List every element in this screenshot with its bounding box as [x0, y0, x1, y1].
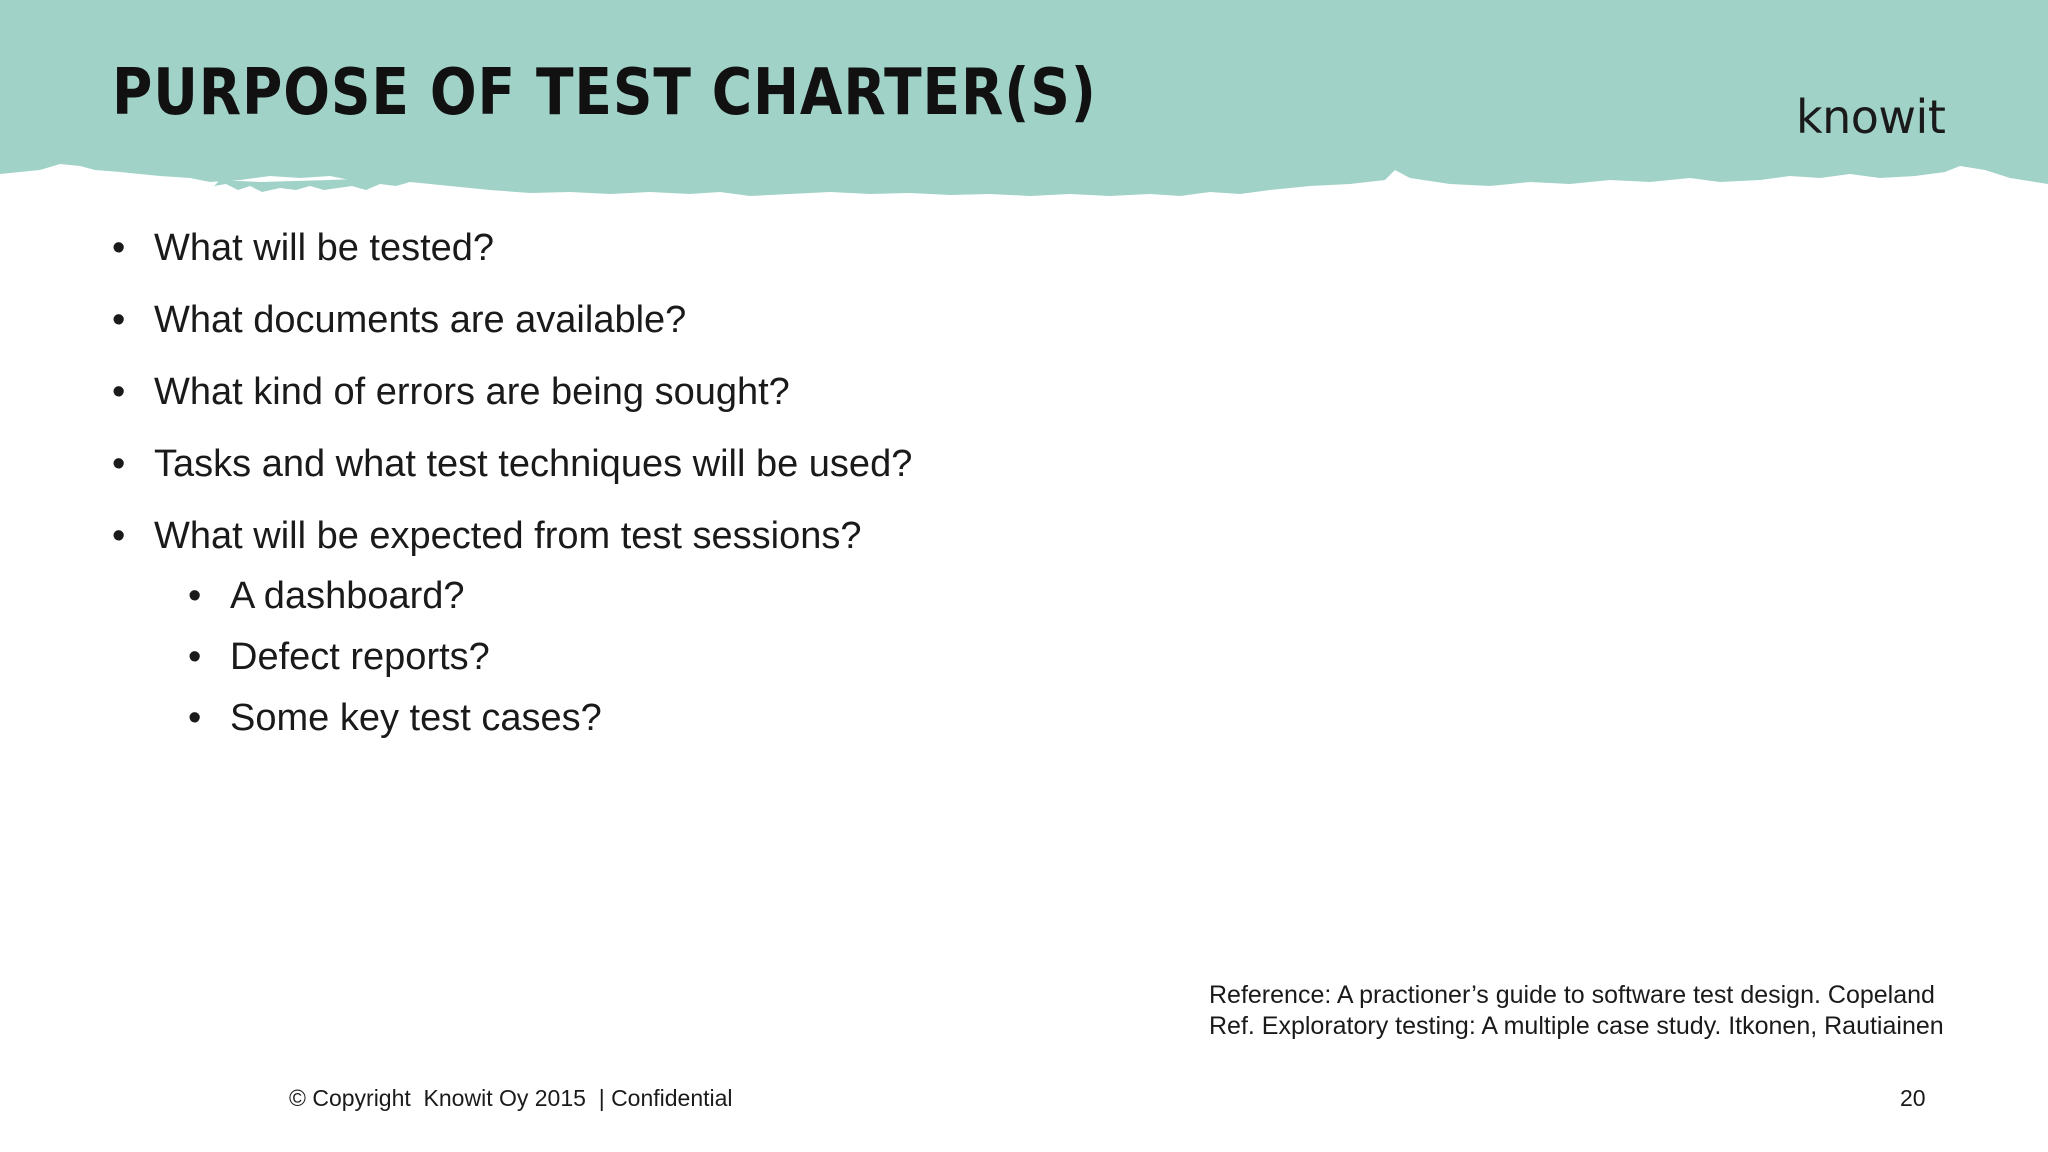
bullet-item: • What documents are available?	[112, 296, 912, 344]
bullet-item-with-subitems	[112, 512, 912, 742]
bullet-item: • Tasks and what test techniques will be used?	[112, 440, 912, 488]
reference-line: Ref. Exploratory testing: A multiple case study. Itkonen, Rautiainen	[1209, 1012, 1944, 1040]
sub-bullet-item: • Defect reports?	[188, 633, 912, 681]
bullet-item: • What will be tested?	[112, 224, 912, 272]
references	[1209, 980, 1944, 1042]
knowit-logo: knowit	[1796, 90, 1946, 144]
bullet-item: • What kind of errors are being sought?	[112, 368, 912, 416]
bullet-list	[112, 224, 912, 766]
copyright-notice: © Copyright Knowit Oy 2015 | Confidential	[289, 1085, 733, 1111]
page-number: 20	[1900, 1085, 1926, 1111]
reference-line: Reference: A practioner’s guide to software test design. Copeland	[1209, 981, 1935, 1009]
sub-bullet-list	[188, 572, 912, 742]
sub-bullet-item: • Some key test cases?	[188, 694, 912, 742]
slide-title: PURPOSE OF TEST CHARTER(S)	[112, 56, 1097, 130]
sub-bullet-item: • A dashboard?	[188, 572, 912, 620]
bullet-item-label: What will be expected from test sessions?	[154, 515, 862, 557]
